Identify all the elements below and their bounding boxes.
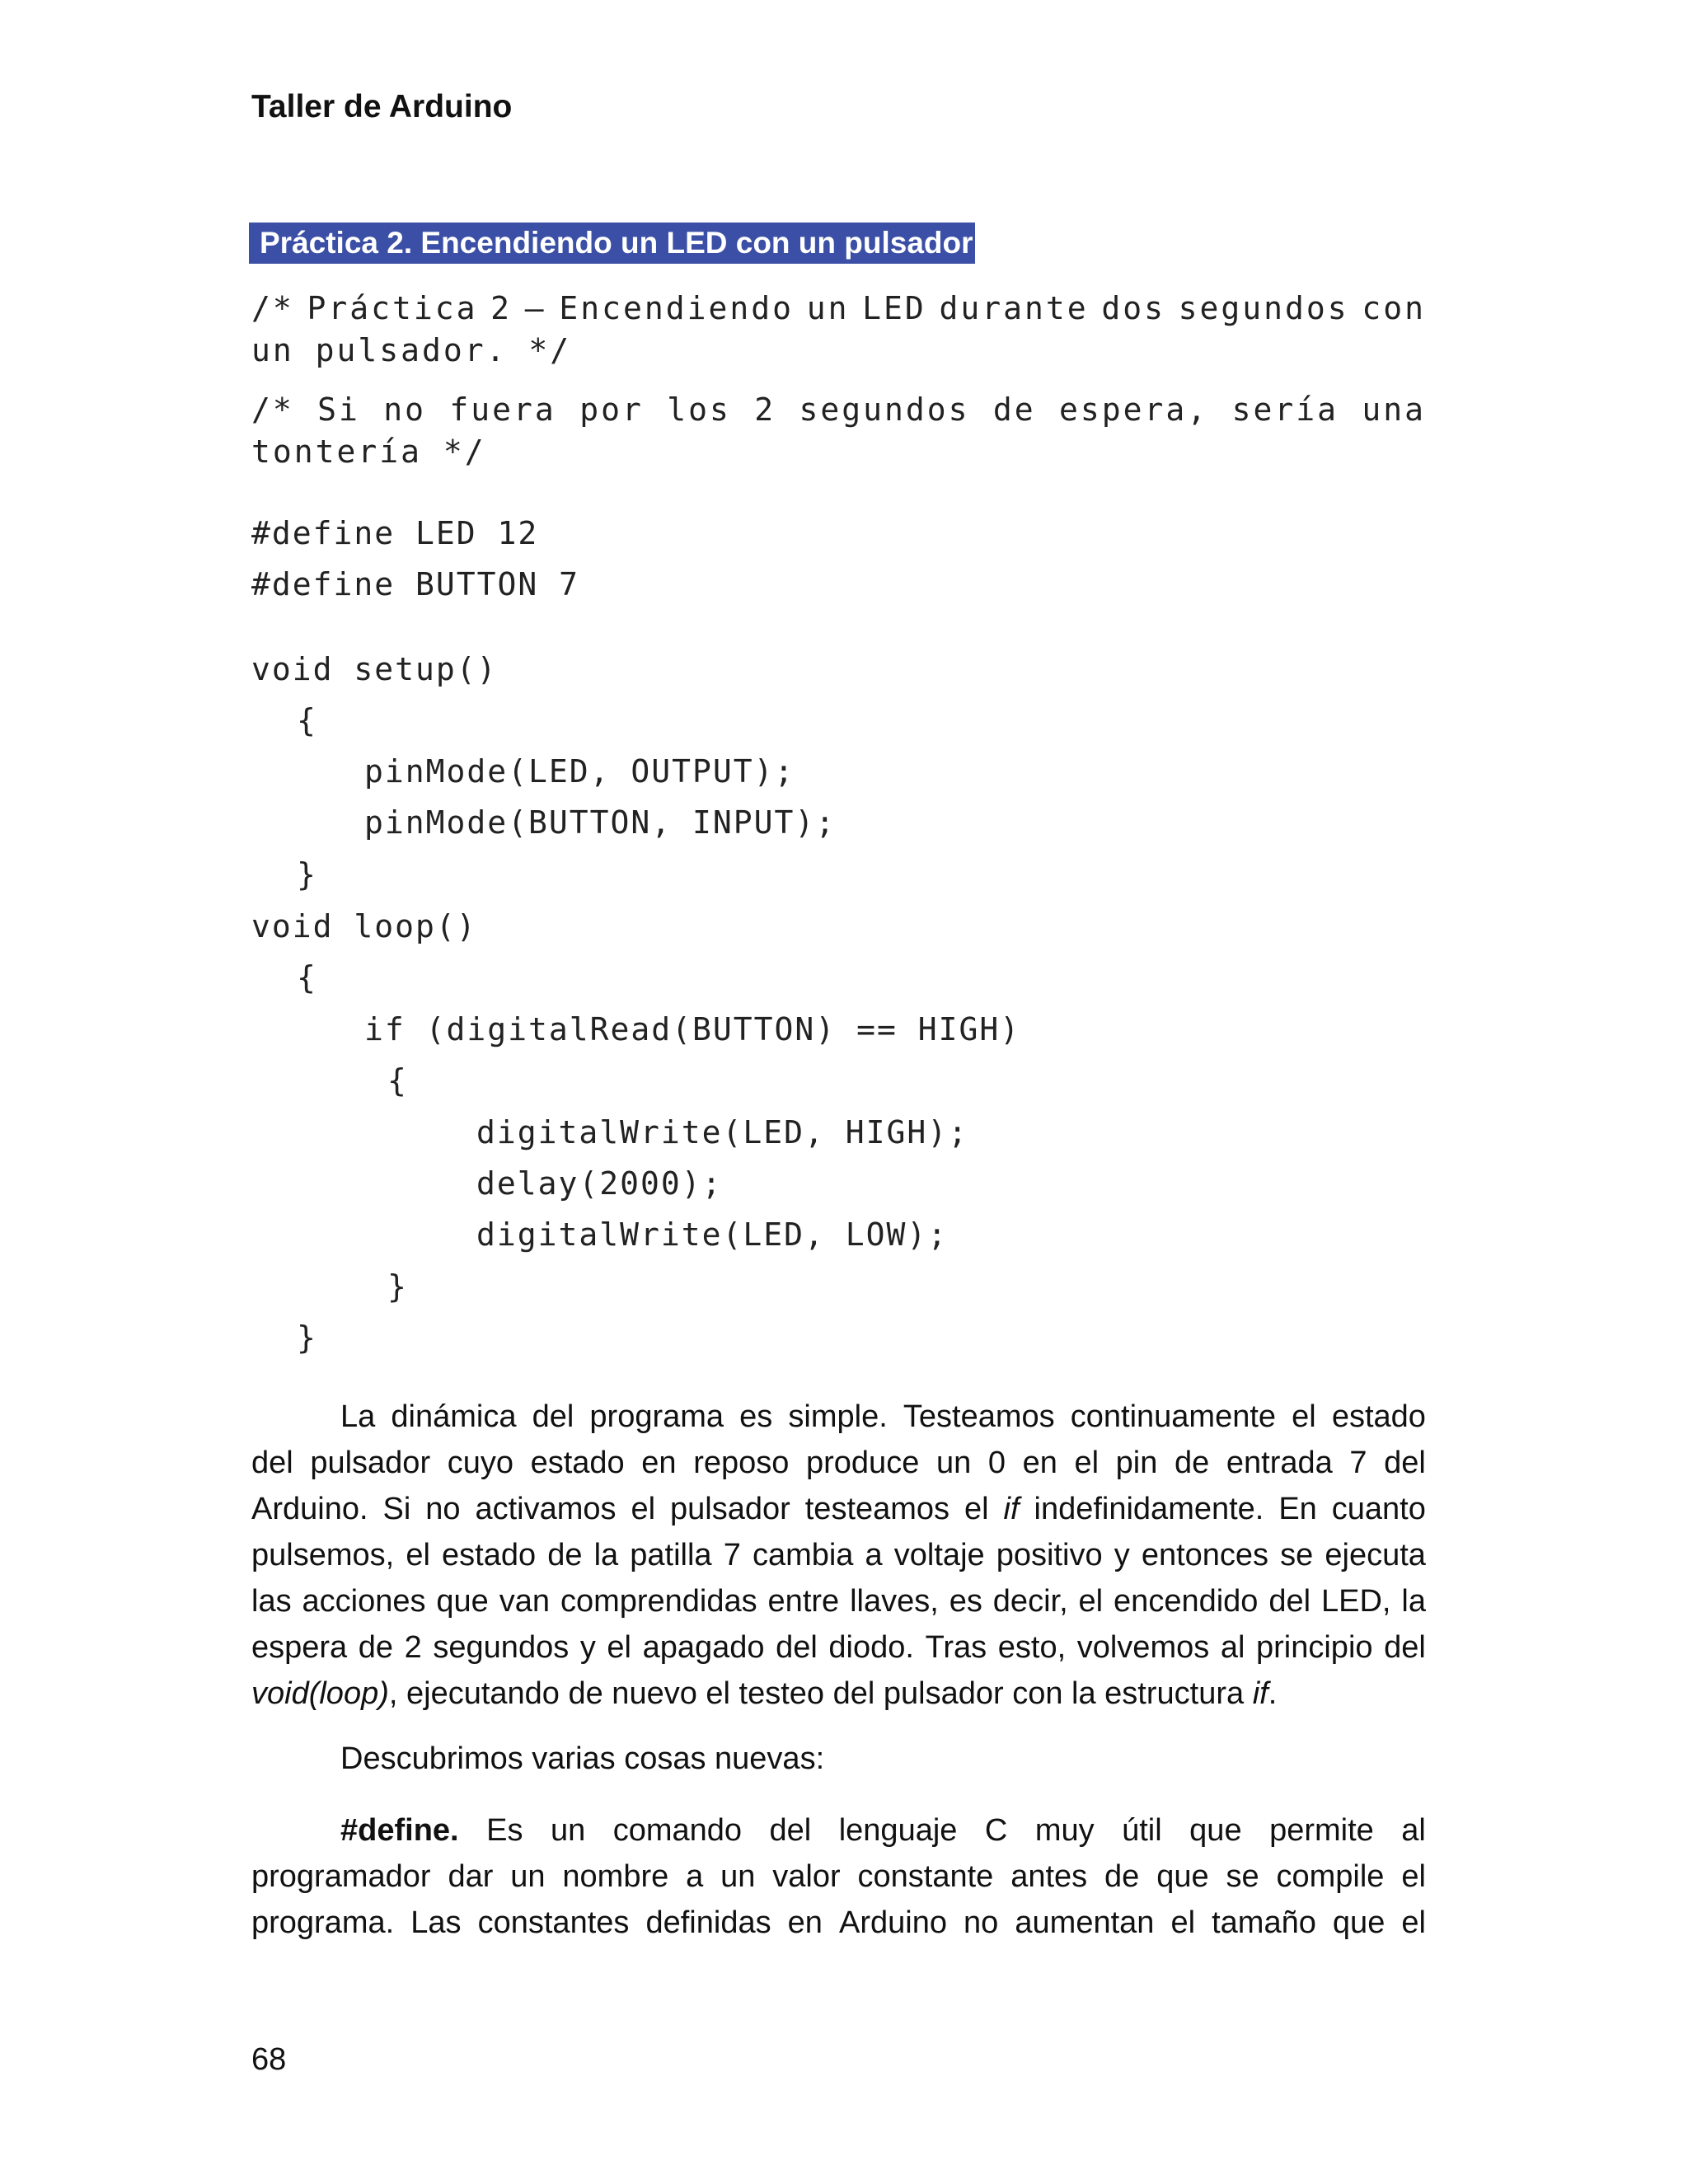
word: van [499, 1584, 551, 1619]
word: el [1401, 1859, 1426, 1894]
word: el [1170, 1905, 1196, 1940]
word: y [1114, 1538, 1130, 1572]
code-if-open-brace: { [387, 1062, 408, 1099]
word: Encendiendo [559, 290, 794, 326]
body-paragraph-3 [251, 1807, 1426, 1946]
word: LED [862, 290, 926, 326]
word: – [524, 290, 546, 326]
word: patilla [630, 1538, 712, 1572]
code-delay: delay(2000); [476, 1165, 723, 1202]
code-define-led: #define LED 12 [251, 515, 539, 551]
word: al [1401, 1813, 1426, 1848]
paragraph-3-line-3 [251, 1900, 1426, 1946]
italic-if-keyword-2: if [1252, 1676, 1268, 1711]
word: entre [767, 1584, 840, 1619]
code-write-low: digitalWrite(LED, LOW); [476, 1216, 949, 1253]
word: estado [442, 1538, 537, 1572]
word: Si [317, 391, 360, 428]
word: al [1220, 1630, 1245, 1665]
word: cambia [752, 1538, 854, 1572]
paragraph-1-line-7-end: . [1268, 1676, 1278, 1711]
word: estado [530, 1446, 625, 1480]
word: nombre [562, 1859, 669, 1894]
word: que [1332, 1905, 1386, 1940]
word: C [984, 1813, 1008, 1848]
word: encendido [1114, 1584, 1259, 1619]
word: Las [410, 1905, 462, 1940]
word: de [1104, 1859, 1140, 1894]
word: se [1280, 1538, 1314, 1572]
word: programa [589, 1399, 724, 1434]
word: durante [939, 290, 1089, 326]
word: se [1226, 1859, 1259, 1894]
word: 0 [987, 1446, 1006, 1480]
word: llaves, [850, 1584, 939, 1619]
word: pin [1115, 1446, 1158, 1480]
word: aumentan [1015, 1905, 1155, 1940]
italic-if-keyword: if [1003, 1492, 1020, 1526]
word: es [739, 1399, 773, 1434]
word: programa. [251, 1905, 395, 1940]
word: sería [1231, 391, 1339, 428]
word: a [865, 1538, 883, 1572]
word: reposo [693, 1446, 790, 1480]
word: del [251, 1446, 293, 1480]
word: el [1074, 1446, 1100, 1480]
word: voltaje [893, 1538, 985, 1572]
word: espera [251, 1630, 348, 1665]
word: de [547, 1538, 583, 1572]
paragraph-3-line-1 [251, 1807, 1426, 1854]
word: testeamos [804, 1492, 950, 1526]
paragraph-1-line-1 [251, 1394, 1426, 1440]
word: valor [772, 1859, 841, 1894]
word: antes [1010, 1859, 1088, 1894]
word: permite [1269, 1813, 1374, 1848]
word: el [406, 1538, 430, 1572]
word: el [964, 1492, 989, 1526]
word: en [787, 1905, 823, 1940]
word: 2 [754, 391, 776, 428]
word: LED, [1321, 1584, 1391, 1619]
paragraph-1-line-2 [251, 1440, 1426, 1486]
word: con [1362, 290, 1426, 326]
word: produce [806, 1446, 920, 1480]
code-comment-1 [251, 288, 1426, 372]
word: En [1278, 1492, 1317, 1526]
word: pulsemos, [251, 1538, 395, 1572]
word: no [383, 391, 427, 428]
word: una [1362, 391, 1426, 428]
word: Tras [925, 1630, 987, 1665]
word: que [436, 1584, 489, 1619]
word: Testeamos [903, 1399, 1055, 1434]
paragraph-1-line-3 [251, 1486, 1426, 1532]
code-if-statement: if (digitalRead(BUTTON) == HIGH) [364, 1011, 1021, 1047]
word: el [607, 1630, 631, 1665]
word: ejecuta [1325, 1538, 1426, 1572]
word: fuera [449, 391, 556, 428]
word: Es [486, 1813, 523, 1848]
word: un [935, 1446, 972, 1480]
word: del [1384, 1446, 1426, 1480]
word: a [686, 1859, 704, 1894]
word: programador [251, 1859, 431, 1894]
word: indefinidamente. [1034, 1492, 1264, 1526]
word: útil [1122, 1813, 1162, 1848]
word: dar [448, 1859, 494, 1894]
word: un [510, 1859, 546, 1894]
word: que [1189, 1813, 1242, 1848]
code-setup-open-brace: { [297, 702, 317, 738]
word: un [550, 1813, 586, 1848]
word: no [425, 1492, 461, 1526]
section-heading: Práctica 2. Encendiendo un LED con un pulsador [249, 223, 975, 264]
word: definidas [645, 1905, 771, 1940]
word: muy [1034, 1813, 1095, 1848]
word: un [720, 1859, 756, 1894]
word: no [964, 1905, 999, 1940]
word: del [769, 1813, 812, 1848]
word: La [340, 1399, 376, 1434]
word: los [667, 391, 731, 428]
word: pulsador [670, 1492, 790, 1526]
word: del [1268, 1584, 1311, 1619]
code-pinmode-button: pinMode(BUTTON, INPUT); [364, 804, 837, 841]
word: estado [1331, 1399, 1426, 1434]
word: activamos [475, 1492, 617, 1526]
word: dinámica [391, 1399, 517, 1434]
word: 7 [723, 1538, 741, 1572]
code-comment-2-line-1 [251, 389, 1426, 431]
paragraph-1-line-5 [251, 1578, 1426, 1624]
word: pulsador [310, 1446, 431, 1480]
word: del [776, 1630, 818, 1665]
word: un [806, 290, 850, 326]
word: 2 [490, 290, 513, 326]
word: las [251, 1584, 292, 1619]
word: esto, [997, 1630, 1067, 1665]
word: diodo. [828, 1630, 914, 1665]
word: simple. [788, 1399, 888, 1434]
body-paragraph-1 [251, 1394, 1426, 1717]
paragraph-1-line-4 [251, 1532, 1426, 1578]
word: en [1022, 1446, 1057, 1480]
word: es [949, 1584, 982, 1619]
word: de [992, 391, 1036, 428]
word: el [631, 1492, 656, 1526]
word: la [1401, 1584, 1426, 1619]
word: el [1401, 1905, 1426, 1940]
word: entrada [1226, 1446, 1333, 1480]
word: tamaño [1212, 1905, 1316, 1940]
word: Arduino. [251, 1492, 368, 1526]
word: constantes [477, 1905, 630, 1940]
word: por [579, 391, 644, 428]
define-term: #define. [340, 1813, 459, 1848]
word: segundos [799, 391, 970, 428]
word: positivo [996, 1538, 1103, 1572]
word: 7 [1349, 1446, 1367, 1480]
paragraph-1-line-7 [251, 1671, 1426, 1717]
word: en [641, 1446, 677, 1480]
word: espera, [1059, 391, 1209, 428]
word: compile [1276, 1859, 1385, 1894]
word: decir, [992, 1584, 1068, 1619]
code-setup-close-brace: } [297, 856, 317, 893]
word: comprendidas [560, 1584, 757, 1619]
word: cuyo [447, 1446, 513, 1480]
word: 2 [404, 1630, 422, 1665]
code-comment-1-line-2: un pulsador. */ [251, 332, 572, 368]
word: comando [612, 1813, 743, 1848]
code-define-button: #define BUTTON 7 [251, 566, 580, 602]
paragraph-1-line-6 [251, 1624, 1426, 1671]
word: volvemos [1076, 1630, 1210, 1665]
italic-void-loop: void(loop) [251, 1676, 389, 1711]
code-loop-open-brace: { [297, 959, 317, 996]
word: del [532, 1399, 574, 1434]
word: /* [251, 290, 294, 326]
word: y [579, 1630, 596, 1665]
body-paragraph-2: Descubrimos varias cosas nuevas: [340, 1741, 825, 1776]
word: el [1292, 1399, 1316, 1434]
code-if-close-brace: } [387, 1268, 408, 1305]
code-comment-2 [251, 389, 1426, 473]
code-loop-close-brace: } [297, 1319, 317, 1356]
word: Si [382, 1492, 411, 1526]
word: apagado [642, 1630, 765, 1665]
code-loop-signature: void loop() [251, 908, 477, 944]
paragraph-1-line-7-mid: , ejecutando de nuevo el testeo del pulsador con la estructura [388, 1676, 1253, 1711]
page-number: 68 [251, 2042, 287, 2077]
word: Arduino [839, 1905, 947, 1940]
code-write-high: digitalWrite(LED, HIGH); [476, 1114, 969, 1151]
code-pinmode-led: pinMode(LED, OUTPUT); [364, 753, 795, 790]
word: acciones [302, 1584, 426, 1619]
paragraph-3-line-2 [251, 1854, 1426, 1900]
word: el [1078, 1584, 1104, 1619]
code-comment-1-line-1 [251, 288, 1426, 330]
running-header: Taller de Arduino [251, 89, 513, 124]
word: de [1174, 1446, 1210, 1480]
code-setup-signature: void setup() [251, 651, 498, 687]
word: del [1384, 1630, 1426, 1665]
word: continuamente [1070, 1399, 1277, 1434]
word: segundos [433, 1630, 570, 1665]
word: Práctica [307, 290, 478, 326]
word: la [593, 1538, 619, 1572]
word: lenguaje [838, 1813, 958, 1848]
word: dos [1101, 290, 1165, 326]
word: de [358, 1630, 394, 1665]
code-comment-2-line-2: tontería */ [251, 434, 486, 470]
word: segundos [1178, 290, 1349, 326]
word: principio [1256, 1630, 1373, 1665]
word: que [1156, 1859, 1209, 1894]
word: cuanto [1331, 1492, 1426, 1526]
word: entonces [1141, 1538, 1269, 1572]
word: /* [251, 391, 294, 428]
word: constante [857, 1859, 994, 1894]
